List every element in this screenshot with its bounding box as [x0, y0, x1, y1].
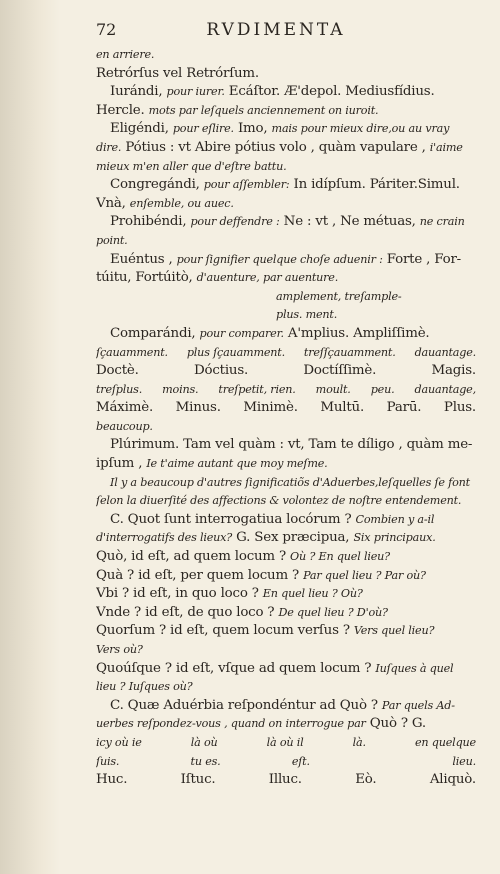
text-line: [96, 753, 476, 772]
text-run: dire.: [96, 140, 122, 154]
table-cell: Multū.: [320, 400, 365, 416]
text-run: Par quel lieu ? Par où?: [303, 568, 426, 582]
text-run: Comparándi,: [110, 325, 200, 341]
text-line: [96, 232, 476, 251]
text-run: Plúrimum. Tam vel quàm : vt, Tam te díligo , quàm me-: [110, 437, 473, 453]
text-line: [96, 102, 476, 121]
text-run: uerbes reſpondez-vous , quand on interrogue par: [96, 717, 366, 731]
text-run: amplement, treſample-: [276, 289, 402, 303]
text-run: lieu ? Iuſques où?: [96, 680, 193, 694]
table-cell: plus ſçauamment.: [186, 345, 285, 359]
text-line: [96, 492, 476, 511]
table-cell: là.: [352, 735, 366, 749]
text-run: mots par leſquels anciennement on iuroit.: [148, 103, 379, 117]
text-run: mieux m'en aller que d'eſtre battu.: [96, 159, 287, 173]
text-run: Quò, id eſt, ad quem locum ?: [96, 549, 291, 565]
text-line: [96, 139, 476, 158]
table-cell: Huc.: [96, 772, 128, 788]
text-line: [96, 213, 476, 232]
text-line: [96, 436, 476, 455]
table-cell: ſuis.: [96, 754, 120, 768]
table-cell: Magis.: [431, 363, 476, 379]
table-cell: Doctíſſimè.: [303, 363, 377, 379]
table-cell: Aliquò.: [429, 772, 476, 788]
table-cell: Parū.: [386, 400, 422, 416]
table-cell: Dóctius.: [193, 363, 249, 379]
table-cell: peu.: [370, 382, 395, 396]
table-cell: Eò.: [355, 772, 377, 788]
page-text: [96, 46, 476, 790]
text-line: [96, 269, 476, 288]
text-line: [96, 120, 476, 139]
table-cell: tu es.: [190, 754, 221, 768]
text-run: d'interrogatifs des lieux?: [96, 531, 233, 545]
text-line: [96, 288, 476, 307]
text-line: [96, 641, 476, 660]
table-cell: Iſtuc.: [180, 772, 216, 788]
text-line: [96, 474, 476, 493]
text-run: d'auenture, par auenture.: [196, 271, 339, 285]
text-line: [96, 46, 476, 65]
text-run: In idípſum. Páriter.Simul.: [289, 177, 460, 193]
table-cell: treſpetit, rien.: [218, 382, 296, 396]
table-cell: icy où ie: [96, 735, 142, 749]
text-run: Vers où?: [96, 643, 143, 656]
text-line: [96, 660, 476, 679]
text-run: Vers quel lieu?: [353, 624, 435, 638]
text-run: Où ? En quel lieu?: [290, 550, 390, 564]
text-line: [96, 344, 476, 363]
text-run: Quoúſque ? id eſt, vſque ad quem locum ?: [96, 660, 376, 676]
text-line: [96, 734, 476, 753]
text-run: Retrórſus vel Retrórſum.: [96, 65, 259, 81]
text-line: [96, 622, 476, 641]
text-run: G. Sex præcipua,: [232, 530, 354, 546]
text-line: [96, 381, 476, 400]
text-run: enſemble, ou auec.: [129, 196, 234, 210]
table-cell: moult.: [315, 382, 351, 396]
text-line: [96, 567, 476, 586]
text-run: A'mplius. Ampliſſimè.: [283, 325, 430, 341]
text-line: [96, 195, 476, 214]
text-run: Ne : vt , Ne métuas,: [279, 214, 420, 230]
text-run: ne crain: [419, 215, 465, 229]
text-run: pour eſlire.: [172, 122, 234, 136]
text-line: [96, 604, 476, 623]
text-line: [96, 585, 476, 604]
text-run: ſelon la diuerſité des affections & volontez de noſtre entendement.: [96, 494, 462, 508]
text-run: Ie t'aime autant que moy meſme.: [146, 457, 328, 471]
text-run: pour ſignifier quelque choſe aduenir :: [176, 252, 383, 266]
text-line: [96, 697, 476, 716]
text-line: [96, 678, 476, 697]
table-cell: Máximè.: [96, 400, 154, 416]
text-line: [96, 399, 476, 418]
text-run: Quà ? id eſt, per quem locum ?: [96, 567, 304, 583]
text-run: Quò ? G.: [365, 716, 426, 732]
text-line: [96, 548, 476, 567]
page-gutter-shadow: [0, 0, 60, 874]
text-run: Imo,: [233, 121, 272, 137]
table-cell: en quelque: [415, 735, 476, 749]
text-run: mais pour mieux dire,ou au vray: [271, 122, 450, 136]
table-cell: Minimè.: [243, 400, 298, 416]
text-line: [96, 251, 476, 270]
text-line: [96, 158, 476, 177]
text-run: en arriere.: [96, 48, 155, 61]
text-run: En quel lieu ? Où?: [262, 587, 363, 601]
text-run: Quorſum ? id eſt, quem locum verſus ?: [96, 623, 354, 639]
text-line: [96, 306, 476, 325]
text-run: plus. ment.: [276, 308, 338, 322]
table-cell: eſt.: [291, 754, 310, 768]
text-run: Forte , For-: [382, 251, 461, 267]
text-run: ipſum ,: [96, 456, 147, 472]
running-header: [96, 20, 456, 42]
text-line: [96, 511, 476, 530]
page-number: 72: [96, 20, 117, 39]
text-run: De quel lieu ? D'où?: [278, 605, 388, 619]
text-run: Vnà,: [96, 195, 130, 211]
table-cell: treſplus.: [96, 382, 143, 396]
text-run: Prohibéndi,: [110, 214, 191, 230]
text-run: túitu, Fortúitò,: [96, 270, 197, 286]
table-cell: treſſçauamment.: [303, 345, 396, 359]
text-line: [96, 715, 476, 734]
text-run: Par quels Ad-: [381, 698, 455, 712]
text-run: pour iurer.: [166, 85, 225, 99]
text-run: Euéntus ,: [110, 251, 177, 267]
table-cell: lieu.: [452, 754, 476, 768]
table-cell: là où il: [266, 735, 304, 749]
text-run: point.: [96, 233, 128, 247]
text-line: [96, 65, 476, 84]
table-cell: dauantage.: [414, 345, 476, 359]
text-run: Six principaux.: [353, 531, 436, 545]
text-run: beaucoup.: [96, 419, 153, 433]
table-cell: Plus.: [443, 400, 476, 416]
text-run: pour aſſembler:: [203, 178, 290, 192]
text-run: Il y a beaucoup d'autres ſignificatiõs d'Aduerbes,leſquelles ſe font: [110, 475, 470, 489]
table-cell: moins.: [162, 382, 199, 396]
text-run: Vnde ? id eſt, de quo loco ?: [96, 604, 279, 620]
text-run: Eligéndi,: [110, 121, 173, 137]
text-run: C. Quot ſunt interrogatiua locórum ?: [110, 511, 356, 527]
text-line: [96, 362, 476, 381]
text-run: Iurándi,: [110, 84, 167, 100]
text-run: pour deffendre :: [190, 215, 280, 229]
text-run: pour comparer.: [199, 326, 284, 340]
text-line: [96, 83, 476, 102]
running-title: RVDIMENTA: [206, 20, 346, 40]
text-run: Iuſques à quel: [375, 661, 454, 675]
table-cell: Doctè.: [96, 363, 139, 379]
text-line: [96, 418, 476, 437]
text-run: Combien y a-il: [355, 512, 435, 526]
table-cell: ſçauamment.: [96, 345, 168, 359]
table-cell: là où: [190, 735, 218, 749]
text-line: [96, 529, 476, 548]
text-run: Hercle.: [96, 102, 149, 118]
text-line: [96, 771, 476, 790]
table-cell: dauantage,: [414, 382, 476, 396]
text-line: [96, 176, 476, 195]
text-run: Pótius : vt Abire pótius volo , quàm vapulare ,: [121, 139, 430, 155]
text-run: Vbi ? id eſt, in quo loco ?: [96, 586, 263, 602]
text-run: i'aime: [429, 140, 463, 154]
text-run: C. Quæ Aduérbia reſpondéntur ad Quò ?: [110, 697, 382, 713]
text-run: Ecáſtor. Æ'depol. Mediusfídius.: [224, 84, 435, 100]
text-line: [96, 325, 476, 344]
text-run: Congregándi,: [110, 177, 204, 193]
table-cell: Minus.: [175, 400, 221, 416]
text-line: [96, 455, 476, 474]
table-cell: Illuc.: [268, 772, 302, 788]
